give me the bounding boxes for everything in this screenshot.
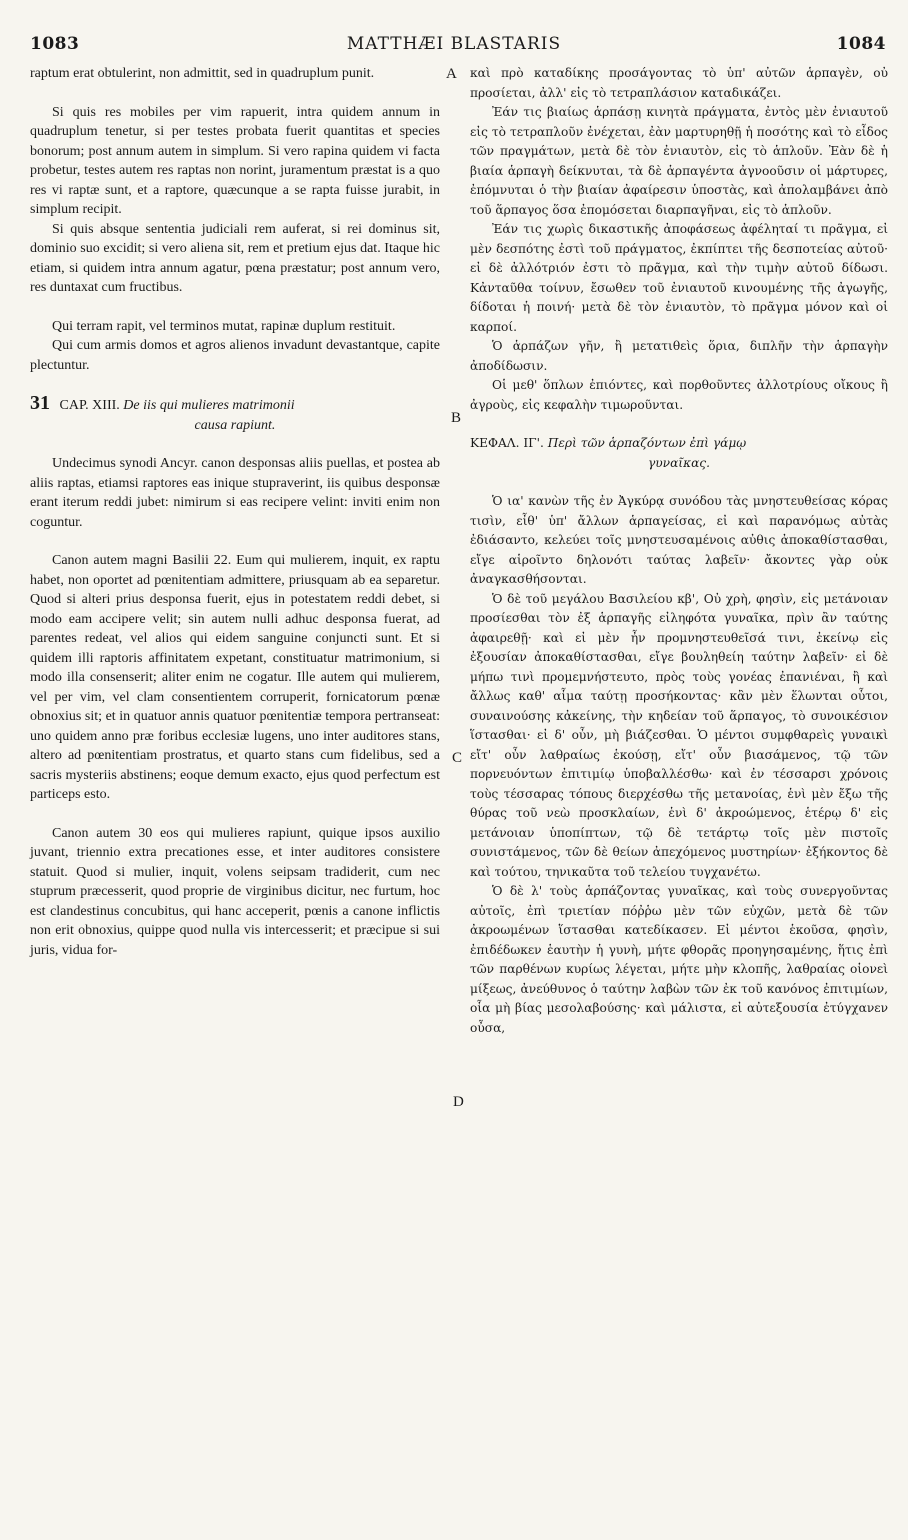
latin-paragraph: Undecimus synodi Ancyr. canon desponsas aliis puellas, et postea ab aliis raptas, etiamsi raptores eas inique stupraverint, iis quibus desponsæ erant iterum reddi jubet: nimirum si eas recipere velint: inviti enim non coguntur. — [30, 456, 440, 530]
greek-paragraph: καὶ πρὸ καταδίκης προσάγοντας τὸ ὑπ' αὐτῶν ἁρπαγὲν, οὐ προσίεται, ἀλλ' εἰς τὸ τετραπλάσιον καταδικάζει. — [470, 66, 888, 100]
latin-paragraph: Si quis absque sententia judiciali rem auferat, si rei dominus sit, dominio suo excidit; si vero aliena sit, rem et pretium ejus dat. Itaque hic etiam, si quidem intra annum agatur, pœna præstatur; post annum vero, res duntaxat cum fructibus. — [30, 221, 440, 295]
chapter-title-cont: γυναῖκας. — [647, 455, 711, 470]
greek-paragraph: Ὁ δὲ τοῦ μεγάλου Βασιλείου κβ', Οὐ χρὴ, φησὶν, εἰς μετάνοιαν προσίεσθαι τὸν ἐξ ἁρπαγῆς εἰληφότα γυναῖκα, πρὶν ἂν ταύτης ἀφαιρεθῇ· καὶ εἰ μὲν ἦν προμνηστευθεῖσά τινι, ἐκείνῳ εἰς ἐξουσίαν ἀποκαθίστασθαι, εἴγε βουληθείη ταύτην λαβεῖν· εἰ δὲ μήπω τινὶ προμεμνήστευτο, πρὸς τοὺς γονέας ἐπανιέναι, ἢ καὶ ἄλλως καθ' αἷμα ταύτῃ προσήκοντας· κἂν μὲν ἕλωνται οὗτοι, συναινούσης κἀκείνης, τὴν κηδείαν τοῦ ἅρπαγος, τὸ συνοικέσιον ἵστασθαι· εἰ δ' οὖν, μὴ βιάζεσθαι. Ὁ μέντοι συμφθαρεὶς γυναικὶ εἴτ' οὖν λαθραίως ἑκούσῃ, εἴτ' οὖν βιασάμενος, τῷ τῶν πορνευόντων ἐπιτιμίῳ ὑποβαλλέσθω· καὶ ἐν τέσσαρσι χρόνοις τοὺς τέσσαρας τόπους διερχέσθω τῆς μετανοίας, ἑνὶ μὲν ἔξω τῆς θύρας τοῦ νεὼ προσκλαίων, ἑνὶ δ' ἀκροώμενος, ἑτέρῳ δ' εἰς μετάνοιαν ὑποπίπτων, τῷ δὲ τετάρτῳ τοῖς μὲν πιστοῖς συνιστάμενος, τῶν δὲ θείων ἀπεχόμενος μυστηρίων· ἐξήκοντος δὲ καὶ τούτου, τηνικαῦτα τοῦ τελείου τυγχανέτω. — [470, 591, 888, 879]
greek-paragraph: Ἐάν τις βιαίως ἁρπάσῃ κινητὰ πράγματα, ἐντὸς μὲν ἐνιαυτοῦ εἰς τὸ τετραπλοῦν ἐνέχεται, ἐὰν μαρτυρηθῇ ἡ ποσότης καὶ τὸ εἶδος τῶν πραγμάτων, μετὰ δὲ τὸν ἐνιαυτὸν, εἰς τὸ ἁπλοῦν. Ἐὰν δὲ ἡ βιαία ἁρπαγὴ δείκνυται, τὰ δὲ ἁρπαγέντα ἀγνοοῦσιν οἱ μάρτυρες, ἐπόμνυται ὁ τὴν βιαίαν ἀφαίρεσιν ὑποστὰς, καὶ ἀπολαμβάνει ἀπὸ τοῦ ἅρπαγος ὅσα ἐπομόσεται διαρπαγῆναι, εἰς τὸ ἁπλοῦν. — [470, 105, 888, 217]
chapter-title: Περὶ τῶν ἁρπαζόντων ἐπὶ γάμῳ — [547, 436, 747, 450]
greek-paragraph: Ἐάν τις χωρὶς δικαστικῆς ἀποφάσεως ἀφέληταί τι πρᾶγμα, εἰ μὲν δεσπότης ἐστὶ τοῦ πράγματος, ἐκπίπτει τῆς δεσποτείας αὐτοῦ· εἰ δὲ ἀλλότριόν ἐστι τὸ πρᾶγμα, καὶ τὴν τιμὴν αὐτοῦ δίδωσι. Κἀνταῦθα τοίνυν, ἔσωθεν τοῦ ἐνιαυτοῦ κινουμένης τῆς ἀγωγῆς, δίδοται ἡ ποινή· μετὰ δὲ τὸν ἐνιαυτὸν, τὸ πρᾶγμα μόνον καὶ οἱ καρποί. — [470, 222, 888, 334]
margin-marker-c: C — [452, 750, 463, 766]
greek-paragraph: Ὁ ια' κανὼν τῆς ἐν Ἀγκύρᾳ συνόδου τὰς μνηστευθείσας κόρας τισὶν, εἶθ' ὑπ' ἄλλων ἁρπαγείσας, εἰ καὶ παρανόμως αὐτὰς ἐδιάσαντο, κελεύει τοῖς μνηστευσαμένοις αὐθις ἀποκαθίστασθαι, εἴγε αἱροῖντο δηλονότι ταύτας λαβεῖν· ἄκοντες γὰρ οὐκ ἀναγκασθήσονται. — [470, 494, 888, 586]
latin-paragraph: Si quis res mobiles per vim rapuerit, intra quidem annum in quadruplum tenetur, si per testes probata fuerit quantitas et species bonorum; post annum autem in simplum. Si vero rapina quidem vi facta probetur, testes autem res raptas non norint, juramentum præstat is a quo res vi raptæ sunt, et a raptore, quæcunque a se rapta fuisse jurabit, in simplum recipit. — [30, 104, 440, 217]
chapter-number: 31 — [30, 392, 50, 414]
latin-paragraph: Qui terram rapit, vel terminos mutat, rapinæ duplum restituit. — [52, 318, 396, 334]
chapter-heading-greek — [470, 434, 888, 473]
greek-paragraph: Ὁ ἁρπάζων γῆν, ἢ μετατιθεὶς ὅρια, διπλῆν τὴν ἁρπαγὴν ἀποδίδωσιν. — [470, 339, 888, 373]
latin-paragraph: Canon autem 30 eos qui mulieres rapiunt, quique ipsos auxilio juvant, triennio extra precationes esse, et inter auditores consistere statuit. Quod si mulier, inquit, volens seipsam tradiderit, cum nec stuprum præcesserit, quod proprie de virginibus dicitur, nec furtum, hoc est clandestinus concubitus, qui hanc acceperit, pœnis a canone inflictis non erit obnoxius, quippe quod nulla vis intercesserit; et præcipue si sui juris, vidua for- — [30, 825, 440, 958]
latin-column — [30, 64, 440, 960]
latin-paragraph: Canon autem magni Basilii 22. Eum qui mulierem, inquit, ex raptu habet, non oportet ad pœnitentiam admittere, priusquam ab ea separetur. Quod si alteri prius desponsa fuerit, ejus in potestatem reddi debet, si modo eam accipere velit; sin autem nulli adhuc desponsa fuerat, ad parentes redeat, vel alios qui eidem sanguine conjuncti sunt. Et si quidem illi raptoris affinitatem expetant, constituatur matrimonium, si modo illa consenserit; aliter enim ne cogatur. Ille autem qui mulierem, vel per vim, vel clam consentientem corruperit, fornicatorum pœnæ obnoxius sit; et in quatuor annis quatuor pœnitentiæ tempora pertranseat: uno quidem anno præ foribus ecclesiæ lugens, uno inter auditores stans, altero ad pœnitentiam prostratus, et quarto stans cum fidelibus, sed a sacris mysteriis abstinens; eoque demum exacto, ejus quod perfectum est particeps esto. — [30, 553, 440, 802]
chapter-title: De iis qui mulieres matrimonii — [123, 398, 295, 413]
latin-paragraph: Qui cum armis domos et agros alienos invadunt devastantque, capite plectuntur. — [30, 338, 440, 373]
greek-paragraph: Ὁ δὲ λ' τοὺς ἁρπάζοντας γυναῖκας, καὶ τοὺς συνεργοῦντας αὐτοῖς, ἐπὶ τριετίαν πόῤῥω μὲν τῶν εὐχῶν, μετὰ δὲ τῶν ἀκροωμένων ἵστασθαι κατεδίκασεν. Εἰ μέντοι ἑκοῦσα, φησὶν, ἐπιδέδωκεν ἑαυτὴν ἡ γυνὴ, μήτε φθορᾶς προηγησαμένης, ἥτις ἐπὶ τῶν παρθένων κυρίως λέγεται, μήτε μὴν κλοπῆς, λαθραίας οἱονεὶ μίξεως, ἀνεύθυνος ὁ ταύτην λαβὼν τῶν ἐκ τοῦ κανόνος ἐπιτιμίων, οἷα μὴ βίας μεσολαβούσης· καὶ μάλιστα, εἰ αὐτεξουσία ἐτύγχανεν οὖσα, — [470, 884, 888, 1035]
chapter-heading-latin — [30, 394, 440, 435]
page-number-right: 1084 — [836, 34, 886, 54]
running-title: MATTHÆI BLASTARIS — [346, 34, 562, 54]
margin-marker-a: A — [446, 66, 457, 82]
chapter-label: ΚΕΦΑΛ. ΙΓ'. — [470, 436, 544, 450]
greek-paragraph: Οἱ μεθ' ὅπλων ἐπιόντες, καὶ πορθοῦντες ἀλλοτρίους οἴκους ἢ ἀγροὺς, εἰς κεφαλὴν τιμωροῦνται. — [470, 378, 888, 412]
margin-marker-b: B — [451, 410, 462, 426]
latin-paragraph: raptum erat obtulerint, non admittit, sed in quadruplum punit. — [30, 66, 375, 81]
page-number-left: 1083 — [30, 34, 80, 54]
margin-marker-d: D — [453, 1094, 464, 1110]
chapter-label: CAP. XIII. — [59, 398, 120, 413]
greek-column — [470, 64, 888, 1038]
chapter-title-cont: causa rapiunt. — [194, 417, 276, 433]
